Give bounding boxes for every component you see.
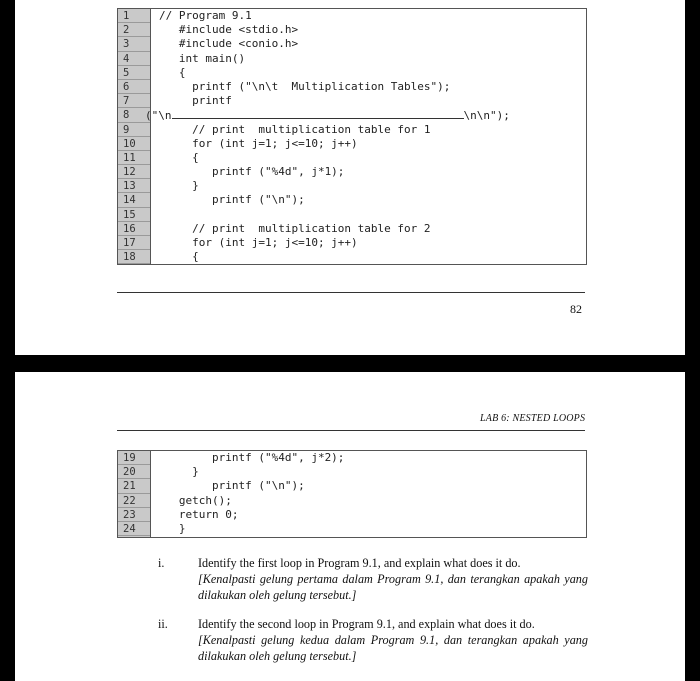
question-number: ii. <box>158 617 168 631</box>
code-line: getch(); <box>159 493 232 507</box>
line-number: 18 <box>118 250 150 264</box>
footer-rule <box>117 292 585 293</box>
line-number: 24 <box>118 522 150 536</box>
code-line: } <box>159 521 186 535</box>
code-line: #include <stdio.h> <box>159 23 299 37</box>
code-line: for (int j=1; j<=10; j++) <box>159 236 358 249</box>
code-line: } <box>159 179 199 193</box>
document-page-83 <box>15 372 685 681</box>
code-listing-part1 <box>117 8 587 265</box>
line-number: 4 <box>118 52 150 66</box>
page-number: 82 <box>570 302 582 316</box>
line-number: 7 <box>118 94 150 108</box>
code-line: for (int j=1; j<=10; j++) <box>159 136 358 150</box>
line-number: 10 <box>118 137 150 151</box>
fill-in-blank <box>172 108 464 119</box>
code-text <box>145 9 586 264</box>
line-number: 3 <box>118 37 150 51</box>
line-number-gutter <box>118 9 151 264</box>
document-page-82 <box>15 0 685 355</box>
code-line: #include <conio.h> <box>159 37 299 51</box>
code-line: { <box>159 250 199 264</box>
code-line: printf ("\n\t Multiplication Tables"); <box>159 79 451 93</box>
code-line: printf ("%4d", j*2); <box>159 451 345 464</box>
code-text <box>151 451 586 537</box>
line-number: 6 <box>118 80 150 94</box>
code-line: } <box>159 465 199 479</box>
header-rule <box>117 430 585 431</box>
line-number: 15 <box>118 208 150 222</box>
code-line <box>159 208 586 222</box>
line-number: 1 <box>118 9 150 23</box>
line8-suffix: \n\n"); <box>463 109 510 123</box>
line-number: 2 <box>118 23 150 37</box>
code-line: // Program 9.1 <box>159 9 252 22</box>
code-line: printf <box>159 94 232 108</box>
line-number: 17 <box>118 236 150 250</box>
line-number: 14 <box>118 193 150 207</box>
code-line: printf ("%4d", j*1); <box>159 165 345 179</box>
code-line-blank-fill <box>145 108 586 122</box>
question-english: Identify the first loop in Program 9.1, and explain what does it do. <box>198 556 521 570</box>
line-number: 16 <box>118 222 150 236</box>
line-number: 22 <box>118 494 150 508</box>
code-line: // print multiplication table for 2 <box>159 221 431 235</box>
question-english: Identify the second loop in Program 9.1, and explain what does it do. <box>198 617 535 631</box>
line-number: 9 <box>118 123 150 137</box>
question-ii <box>158 616 598 666</box>
code-listing-part2 <box>117 450 587 538</box>
code-line: printf ("\n"); <box>159 479 305 493</box>
code-line: // print multiplication table for 1 <box>159 122 431 136</box>
code-line: printf ("\n"); <box>159 193 305 207</box>
line-number: 12 <box>118 165 150 179</box>
line-number: 13 <box>118 179 150 193</box>
question-number: i. <box>158 556 165 570</box>
line-number: 8 <box>118 108 150 122</box>
line-number: 19 <box>118 451 150 465</box>
line8-prefix: ("\n <box>145 109 172 123</box>
line-number: 20 <box>118 465 150 479</box>
line-number-gutter <box>118 451 151 537</box>
question-malay: [Kenalpasti gelung kedua dalam Program 9.1, dan terangkan apakah yang dilakukan oleh gelung tersebut.] <box>198 633 588 663</box>
line-number: 5 <box>118 66 150 80</box>
running-header: LAB 6: NESTED LOOPS <box>480 413 586 424</box>
code-line: { <box>159 65 186 79</box>
line-number: 21 <box>118 479 150 493</box>
line-number: 11 <box>118 151 150 165</box>
code-line: { <box>159 150 199 164</box>
code-line: int main() <box>159 51 246 65</box>
question-i <box>158 555 598 605</box>
question-malay: [Kenalpasti gelung pertama dalam Program 9.1, dan terangkan apakah yang dilakukan oleh gelung tersebut.] <box>198 572 588 602</box>
line-number: 23 <box>118 508 150 522</box>
code-line: return 0; <box>159 507 239 521</box>
